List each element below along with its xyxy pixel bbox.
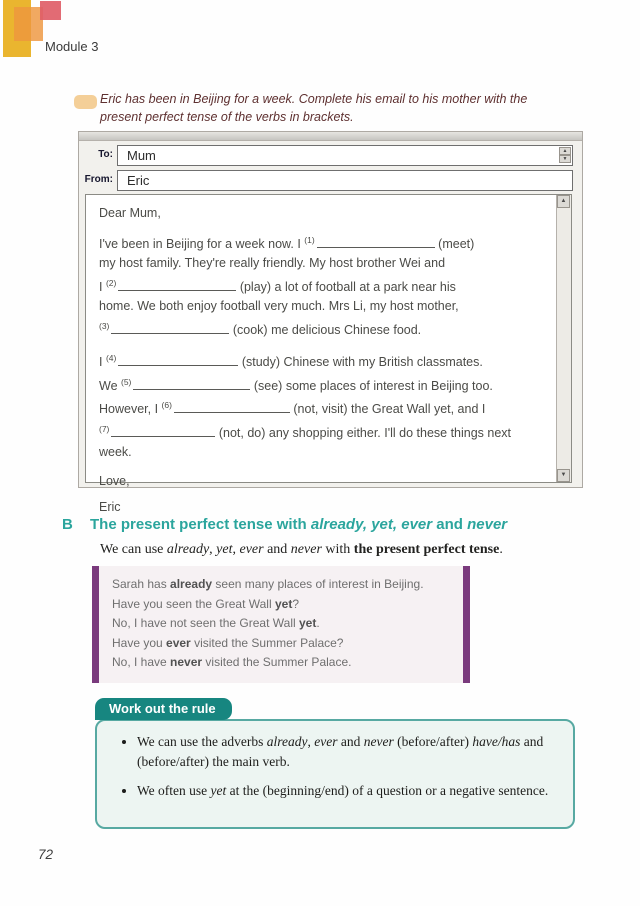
- example-sentences-box: [92, 566, 470, 683]
- to-value: Mum: [127, 148, 156, 163]
- example-lines: Sarah has already seen many places of interest in Beijing. Have you seen the Great Wall yet? No, I have not seen the Great Wall yet. Have you ever visited the Summer Palace? No, I have never visited the Summer Palace.: [112, 577, 424, 669]
- message-scrollbar[interactable]: [556, 195, 571, 482]
- email-window-titlebar: [79, 132, 582, 141]
- email-paragraphs: I've been in Beijing for a week now. I $^{(1)}$ (meet) my host family. They're really friendly. My host brother Wei and I $^{(2)}$ (play) a lot of football at a park near his home. We both enjoy football very much. Mrs Li, my host mother, $^{(3)}$ (cook) me delicious Chinese food. I $^{(4)}$ (study) Chinese with my British classmates. We $^{(5)}$ (see) some places of interest in Beijing too. However, I $^{(6)}$ (not, visit) the Great Wall yet, and I $^{(7)}$ (not, do) any shopping either. I'll do these things next week.: [99, 234, 512, 459]
- section-b-label: B: [62, 516, 73, 533]
- email-signature: Eric: [99, 500, 121, 514]
- logo-pink-square: [40, 1, 61, 20]
- rule-bullet: • We can use the adverbs already, ever and never (before/after) have/has and (before/after) the main verb.: [137, 732, 569, 772]
- email-greeting: Dear Mum,: [99, 206, 161, 220]
- spinner-down-icon[interactable]: ▼: [559, 155, 571, 163]
- exercise-marker: [74, 95, 97, 109]
- page-number: 72: [38, 847, 54, 862]
- email-message-area[interactable]: [85, 194, 572, 514]
- email-closing: Love,: [99, 473, 130, 488]
- rule-bullet-list: [97, 732, 573, 801]
- scroll-up-icon[interactable]: ▲: [557, 195, 570, 208]
- to-spinner: [559, 147, 571, 164]
- spinner-up-icon[interactable]: ▲: [559, 147, 571, 155]
- rule-bullet: • We often use yet at the (beginning/end) of a question or a negative sentence.: [137, 781, 569, 801]
- rule-badge: Work out the rule: [95, 698, 232, 720]
- scroll-down-icon[interactable]: ▼: [557, 469, 570, 482]
- exercise-instruction: Eric has been in Beijing for a week. Complete his email to his mother with the present perfect tense of the verbs in brackets.: [100, 92, 528, 124]
- to-label: To:: [98, 149, 113, 160]
- email-body: [99, 204, 553, 518]
- to-input[interactable]: [117, 145, 573, 166]
- rule-box: [95, 719, 575, 829]
- section-b-heading: The present perfect tense with already, yet, ever and never: [90, 516, 508, 533]
- email-window: [78, 131, 583, 514]
- module-label: Module 3: [45, 39, 99, 54]
- section-b-intro: We can use already, yet, ever and never with the present perfect tense.: [100, 542, 503, 557]
- logo-orange-square: [14, 7, 43, 41]
- from-label: From:: [84, 174, 113, 185]
- from-input[interactable]: [117, 170, 573, 191]
- from-value: Eric: [127, 173, 150, 188]
